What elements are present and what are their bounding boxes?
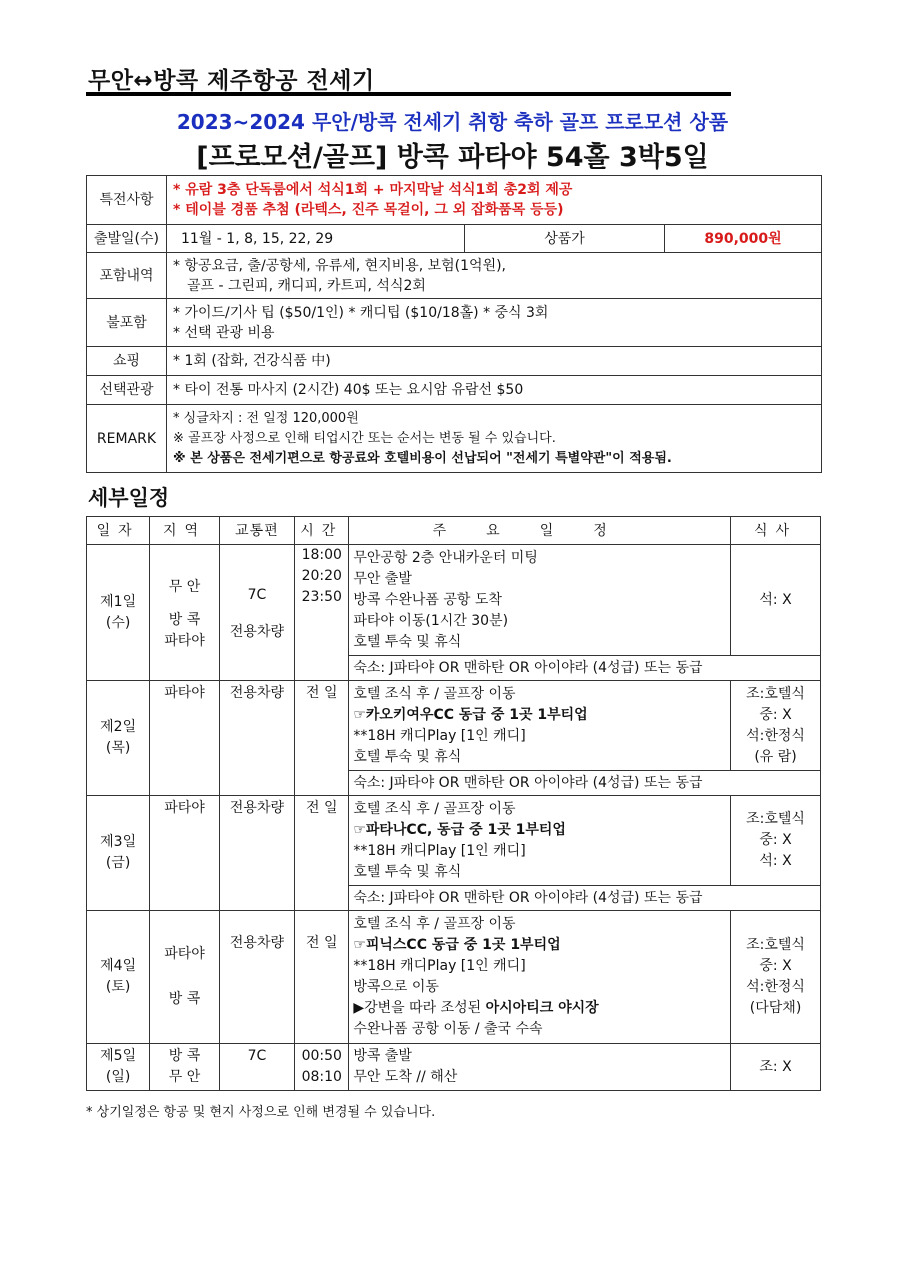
day5-times bbox=[295, 1044, 349, 1091]
day5-transport: 7C bbox=[219, 1044, 295, 1091]
itinerary-table bbox=[86, 516, 821, 1091]
day5-itinerary bbox=[349, 1044, 731, 1091]
day-weekday: (수) bbox=[105, 614, 131, 631]
region-line: 파타야 bbox=[164, 632, 205, 649]
day2-time: 전 일 bbox=[295, 681, 349, 796]
time-line: 23:50 bbox=[301, 589, 342, 605]
itinerary-header-row bbox=[87, 517, 821, 545]
itinerary-item: ☞카오키여우CC 동급 중 1곳 1부티업 bbox=[353, 706, 588, 723]
itinerary-item: 파타야 이동(1시간 30분) bbox=[353, 612, 509, 629]
price-label: 상품가 bbox=[465, 225, 665, 253]
included-value bbox=[167, 253, 822, 299]
title-divider bbox=[86, 92, 731, 96]
remark-line: ※ 골프장 사정으로 인해 티업시간 또는 순서는 변동 될 수 있습니다. bbox=[173, 430, 556, 446]
included-line: * 항공요금, 출/공항세, 유류세, 현지비용, 보험(1억원), bbox=[173, 257, 507, 274]
itinerary-item: 무안 도착 // 해산 bbox=[353, 1069, 458, 1085]
included-label: 포함내역 bbox=[87, 253, 167, 299]
day4-row bbox=[87, 911, 821, 1044]
day1-transport bbox=[219, 545, 295, 681]
day2-row bbox=[87, 681, 821, 771]
time-line: 00:50 bbox=[301, 1048, 342, 1064]
day-label: 제2일 bbox=[100, 719, 137, 735]
footnote: * 상기일정은 항공 및 현지 사정으로 인해 변경될 수 있습니다. bbox=[86, 1105, 436, 1120]
meal-line: 석:한정식 bbox=[746, 979, 805, 995]
day5-region bbox=[150, 1044, 219, 1091]
remark-line: * 싱글차지 : 전 일정 120,000원 bbox=[173, 410, 359, 426]
day4-time: 전 일 bbox=[295, 911, 349, 1044]
region-line: 파타야 bbox=[164, 946, 205, 962]
day-label: 제4일 bbox=[100, 958, 137, 974]
day2-hotel: 숙소: J파타야 OR 맨하탄 OR 아이야라 (4성급) 또는 동급 bbox=[349, 771, 821, 796]
schedule-heading: 세부일정 bbox=[88, 486, 170, 510]
meal-line: 중: X bbox=[759, 706, 792, 723]
transport-line: 7C bbox=[247, 587, 267, 603]
meal-line: 석: X bbox=[759, 853, 792, 869]
page-title: 무안↔방콕 제주항공 전세기 bbox=[88, 68, 375, 94]
special-value bbox=[167, 176, 822, 225]
day-weekday: (토) bbox=[105, 979, 131, 995]
region-line: 방 콕 bbox=[168, 991, 201, 1007]
day-label: 제3일 bbox=[100, 834, 137, 850]
product-info-table bbox=[86, 175, 822, 473]
itinerary-item: 호텔 투숙 및 휴식 bbox=[353, 863, 462, 880]
price-value: 890,000원 bbox=[665, 225, 822, 253]
day3-row bbox=[87, 796, 821, 886]
region-line: 무 안 bbox=[168, 1069, 201, 1085]
itinerary-item: 방콕으로 이동 bbox=[353, 979, 439, 995]
day-weekday: (일) bbox=[105, 1069, 131, 1085]
day2-meals bbox=[731, 681, 821, 771]
region-line: 무 안 bbox=[168, 578, 201, 595]
day4-region bbox=[150, 911, 219, 1044]
excluded-label: 불포함 bbox=[87, 299, 167, 347]
region-line: 방 콕 bbox=[168, 611, 201, 628]
promo-subtitle: 2023~2024 무안/방콕 전세기 취항 축하 골프 프로모션 상품 bbox=[176, 110, 729, 134]
optional-tour-label: 선택관광 bbox=[87, 376, 167, 405]
day3-time: 전 일 bbox=[295, 796, 349, 911]
day2-region: 파타야 bbox=[150, 681, 219, 796]
day5-date bbox=[87, 1044, 150, 1091]
day4-itinerary bbox=[349, 911, 731, 1044]
itinerary-item: ☞파타나CC, 동급 중 1곳 1부티업 bbox=[353, 821, 566, 838]
excluded-value bbox=[167, 299, 822, 347]
itinerary-item: 수완나폼 공항 이동 / 출국 수속 bbox=[353, 1021, 543, 1037]
day5-row bbox=[87, 1044, 821, 1091]
day2-date bbox=[87, 681, 150, 796]
shopping-value: * 1회 (잡화, 건강식품 中) bbox=[167, 347, 822, 376]
meal-line: 석:한정식 bbox=[746, 727, 805, 744]
col-header-region: 지역 bbox=[150, 517, 219, 545]
itinerary-item: **18H 캐디Play [1인 캐디] bbox=[353, 727, 526, 744]
day1-itinerary bbox=[349, 545, 731, 656]
day4-date bbox=[87, 911, 150, 1044]
day3-meals bbox=[731, 796, 821, 886]
time-line: 18:00 bbox=[301, 547, 342, 563]
col-header-transport: 교통편 bbox=[219, 517, 295, 545]
itinerary-item: 방콕 출발 bbox=[353, 1048, 412, 1064]
itinerary-item: ☞피닉스CC 동급 중 1곳 1부티업 bbox=[353, 937, 561, 953]
col-header-meals: 식사 bbox=[731, 517, 821, 545]
meal-line: 조:호텔식 bbox=[746, 811, 805, 827]
optional-tour-value: * 타이 전통 마사지 (2시간) 40$ 또는 요시암 유람선 $50 bbox=[167, 376, 822, 405]
shopping-label: 쇼핑 bbox=[87, 347, 167, 376]
departure-row bbox=[87, 225, 822, 253]
remark-value bbox=[167, 405, 822, 473]
remark-label: REMARK bbox=[87, 405, 167, 473]
itinerary-item: 무안공항 2층 안내카운터 미팅 bbox=[353, 549, 538, 566]
day-label: 제1일 bbox=[100, 593, 137, 610]
itinerary-item: 호텔 조식 후 / 골프장 이동 bbox=[353, 800, 516, 817]
excluded-line: * 선택 관광 비용 bbox=[173, 324, 275, 341]
itinerary-item: **18H 캐디Play [1인 캐디] bbox=[353, 958, 526, 974]
day1-hotel: 숙소: J파타야 OR 맨하탄 OR 아이야라 (4성급) 또는 동급 bbox=[349, 656, 821, 681]
excluded-row bbox=[87, 299, 822, 347]
meal-line: (다담채) bbox=[749, 1000, 802, 1016]
special-line: * 유람 3층 단독룸에서 석식1회 + 마지막날 석식1회 총2회 제공 bbox=[173, 182, 573, 198]
shopping-row bbox=[87, 347, 822, 376]
day2-itinerary bbox=[349, 681, 731, 771]
region-line: 방 콕 bbox=[168, 1048, 201, 1064]
itinerary-item: 호텔 투숙 및 휴식 bbox=[353, 633, 462, 650]
day4-transport: 전용차량 bbox=[219, 911, 295, 1044]
departure-dates: 11월 - 1, 8, 15, 22, 29 bbox=[167, 225, 465, 253]
day3-itinerary bbox=[349, 796, 731, 886]
day1-meals: 석: X bbox=[731, 545, 821, 656]
meal-line: 중: X bbox=[759, 832, 792, 848]
day3-transport: 전용차량 bbox=[219, 796, 295, 911]
departure-label: 출발일(수) bbox=[87, 225, 167, 253]
day5-meals: 조: X bbox=[731, 1044, 821, 1091]
day-label: 제5일 bbox=[100, 1048, 137, 1064]
day3-region: 파타야 bbox=[150, 796, 219, 911]
day4-meals bbox=[731, 911, 821, 1044]
special-line: * 테이블 경품 추첨 (라텍스, 진주 목걸이, 그 외 잡화품목 등등) bbox=[173, 202, 564, 218]
day-weekday: (금) bbox=[105, 855, 131, 871]
itinerary-item: 호텔 조식 후 / 골프장 이동 bbox=[353, 916, 516, 932]
day-weekday: (목) bbox=[105, 740, 131, 756]
col-header-date: 일자 bbox=[87, 517, 150, 545]
day3-date bbox=[87, 796, 150, 911]
day1-date bbox=[87, 545, 150, 681]
meal-line: 조:호텔식 bbox=[746, 937, 805, 953]
day2-transport: 전용차량 bbox=[219, 681, 295, 796]
special-label: 특전사항 bbox=[87, 176, 167, 225]
col-header-itinerary: 주요일정 bbox=[349, 517, 731, 545]
itinerary-item: **18H 캐디Play [1인 캐디] bbox=[353, 842, 526, 859]
remark-line: ※ 본 상품은 전세기편으로 항공료와 호텔비용이 선납되어 "전세기 특별약관"이 적용됨. bbox=[173, 450, 672, 466]
product-title: [프로모션/골프] 방콕 파타야 54홀 3박5일 bbox=[196, 142, 709, 173]
day1-times bbox=[295, 545, 349, 681]
meal-line: 중: X bbox=[759, 958, 792, 974]
itinerary-item: 무안 출발 bbox=[353, 570, 412, 587]
remark-row bbox=[87, 405, 822, 473]
itinerary-item: 호텔 투숙 및 휴식 bbox=[353, 748, 462, 765]
meal-line: (유 람) bbox=[754, 748, 797, 765]
included-row bbox=[87, 253, 822, 299]
included-line: 골프 - 그린피, 캐디피, 카트피, 석식2회 bbox=[187, 277, 426, 294]
day3-hotel: 숙소: J파타야 OR 맨하탄 OR 아이야라 (4성급) 또는 동급 bbox=[349, 886, 821, 911]
transport-line: 전용차량 bbox=[229, 624, 284, 640]
meal-line: 조:호텔식 bbox=[746, 685, 805, 702]
day1-row bbox=[87, 545, 821, 656]
itinerary-item: 방콕 수완나폼 공항 도착 bbox=[353, 591, 502, 608]
excluded-line: * 가이드/기사 팁 ($50/1인) * 캐디팁 ($10/18홀) * 중식 3회 bbox=[173, 304, 549, 321]
day1-region bbox=[150, 545, 219, 681]
itinerary-item: 호텔 조식 후 / 골프장 이동 bbox=[353, 685, 516, 702]
special-row bbox=[87, 176, 822, 225]
itinerary-item: ▶강변을 따라 조성된 아시아티크 야시장 bbox=[353, 1000, 599, 1016]
time-line: 08:10 bbox=[301, 1069, 342, 1085]
optional-tour-row bbox=[87, 376, 822, 405]
col-header-time: 시간 bbox=[295, 517, 349, 545]
time-line: 20:20 bbox=[301, 568, 342, 584]
